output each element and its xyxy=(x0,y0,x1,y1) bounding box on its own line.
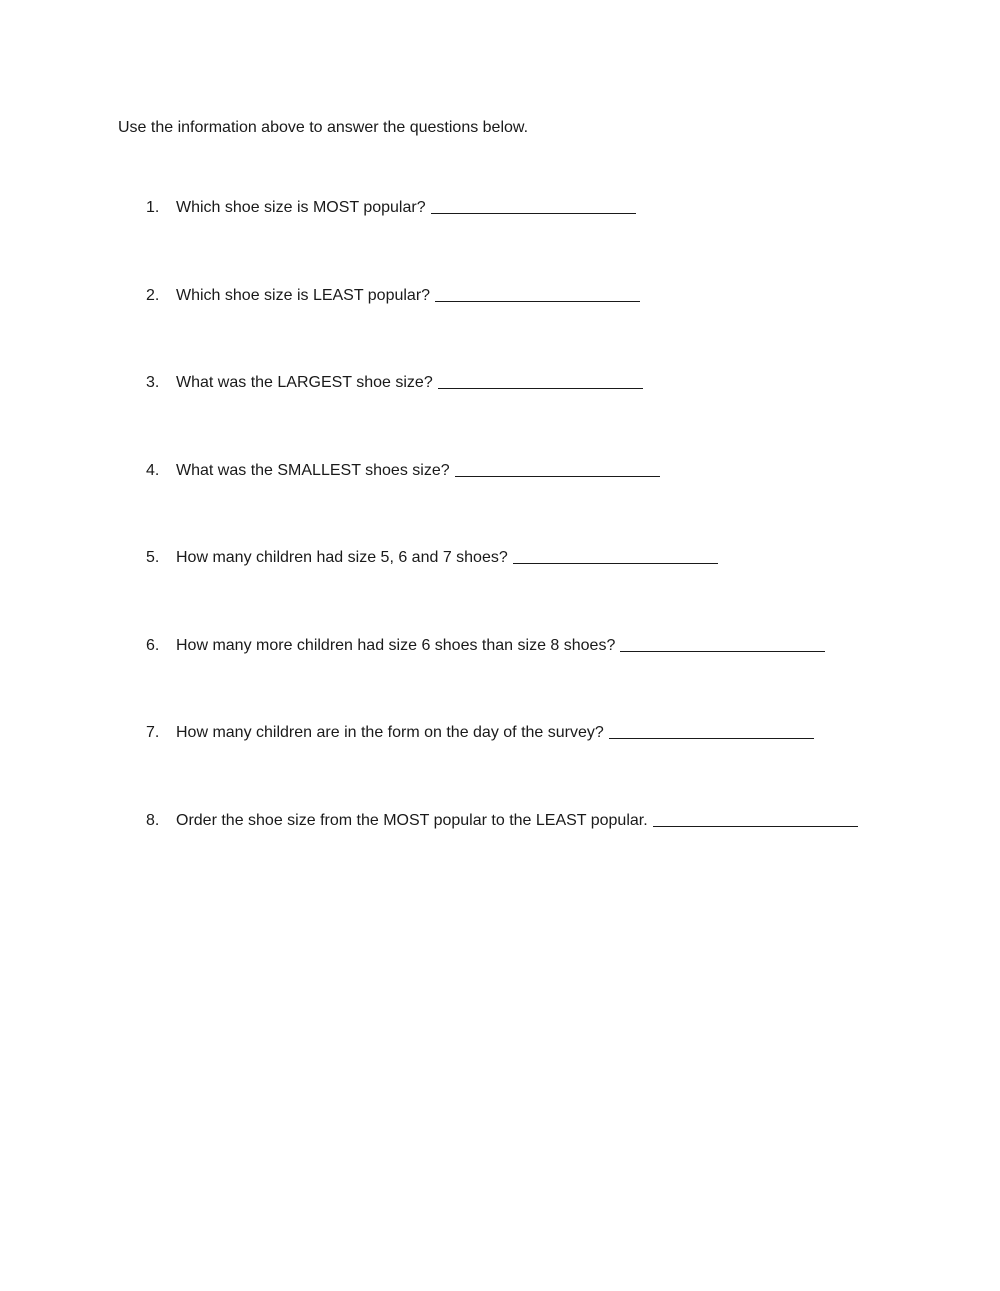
answer-blank[interactable] xyxy=(653,812,858,827)
question-8 xyxy=(146,810,966,830)
question-number: 5. xyxy=(146,549,160,566)
question-text: What was the LARGEST shoe size? xyxy=(176,374,433,391)
question-text: Order the shoe size from the MOST popular to the LEAST popular. xyxy=(176,811,648,829)
question-list xyxy=(146,197,966,897)
answer-blank[interactable] xyxy=(438,374,643,389)
question-2 xyxy=(146,285,966,305)
instructions: Use the information above to answer the questions below. xyxy=(118,119,529,136)
question-text: How many children had size 5, 6 and 7 shoes? xyxy=(176,549,508,566)
answer-blank[interactable] xyxy=(435,287,640,302)
question-number: 2. xyxy=(146,286,160,304)
answer-blank[interactable] xyxy=(609,724,814,739)
question-number: 6. xyxy=(146,636,160,654)
question-text: Which shoe size is MOST popular? xyxy=(176,199,426,216)
question-text: How many more children had size 6 shoes than size 8 shoes? xyxy=(176,636,616,654)
answer-blank[interactable] xyxy=(431,199,636,214)
answer-blank[interactable] xyxy=(455,462,660,477)
question-number: 3. xyxy=(146,374,160,391)
question-text: Which shoe size is LEAST popular? xyxy=(176,286,431,304)
question-number: 4. xyxy=(146,461,160,479)
question-5 xyxy=(146,547,966,567)
question-number: 1. xyxy=(146,199,160,216)
answer-blank[interactable] xyxy=(513,549,718,564)
question-number: 8. xyxy=(146,811,160,829)
question-text: What was the SMALLEST shoes size? xyxy=(176,461,450,479)
question-7 xyxy=(146,722,966,742)
question-number: 7. xyxy=(146,724,160,741)
question-4 xyxy=(146,460,966,480)
question-1 xyxy=(146,197,966,217)
question-6 xyxy=(146,635,966,655)
answer-blank[interactable] xyxy=(620,637,825,652)
question-3 xyxy=(146,372,966,392)
question-text: How many children are in the form on the day of the survey? xyxy=(176,724,604,741)
